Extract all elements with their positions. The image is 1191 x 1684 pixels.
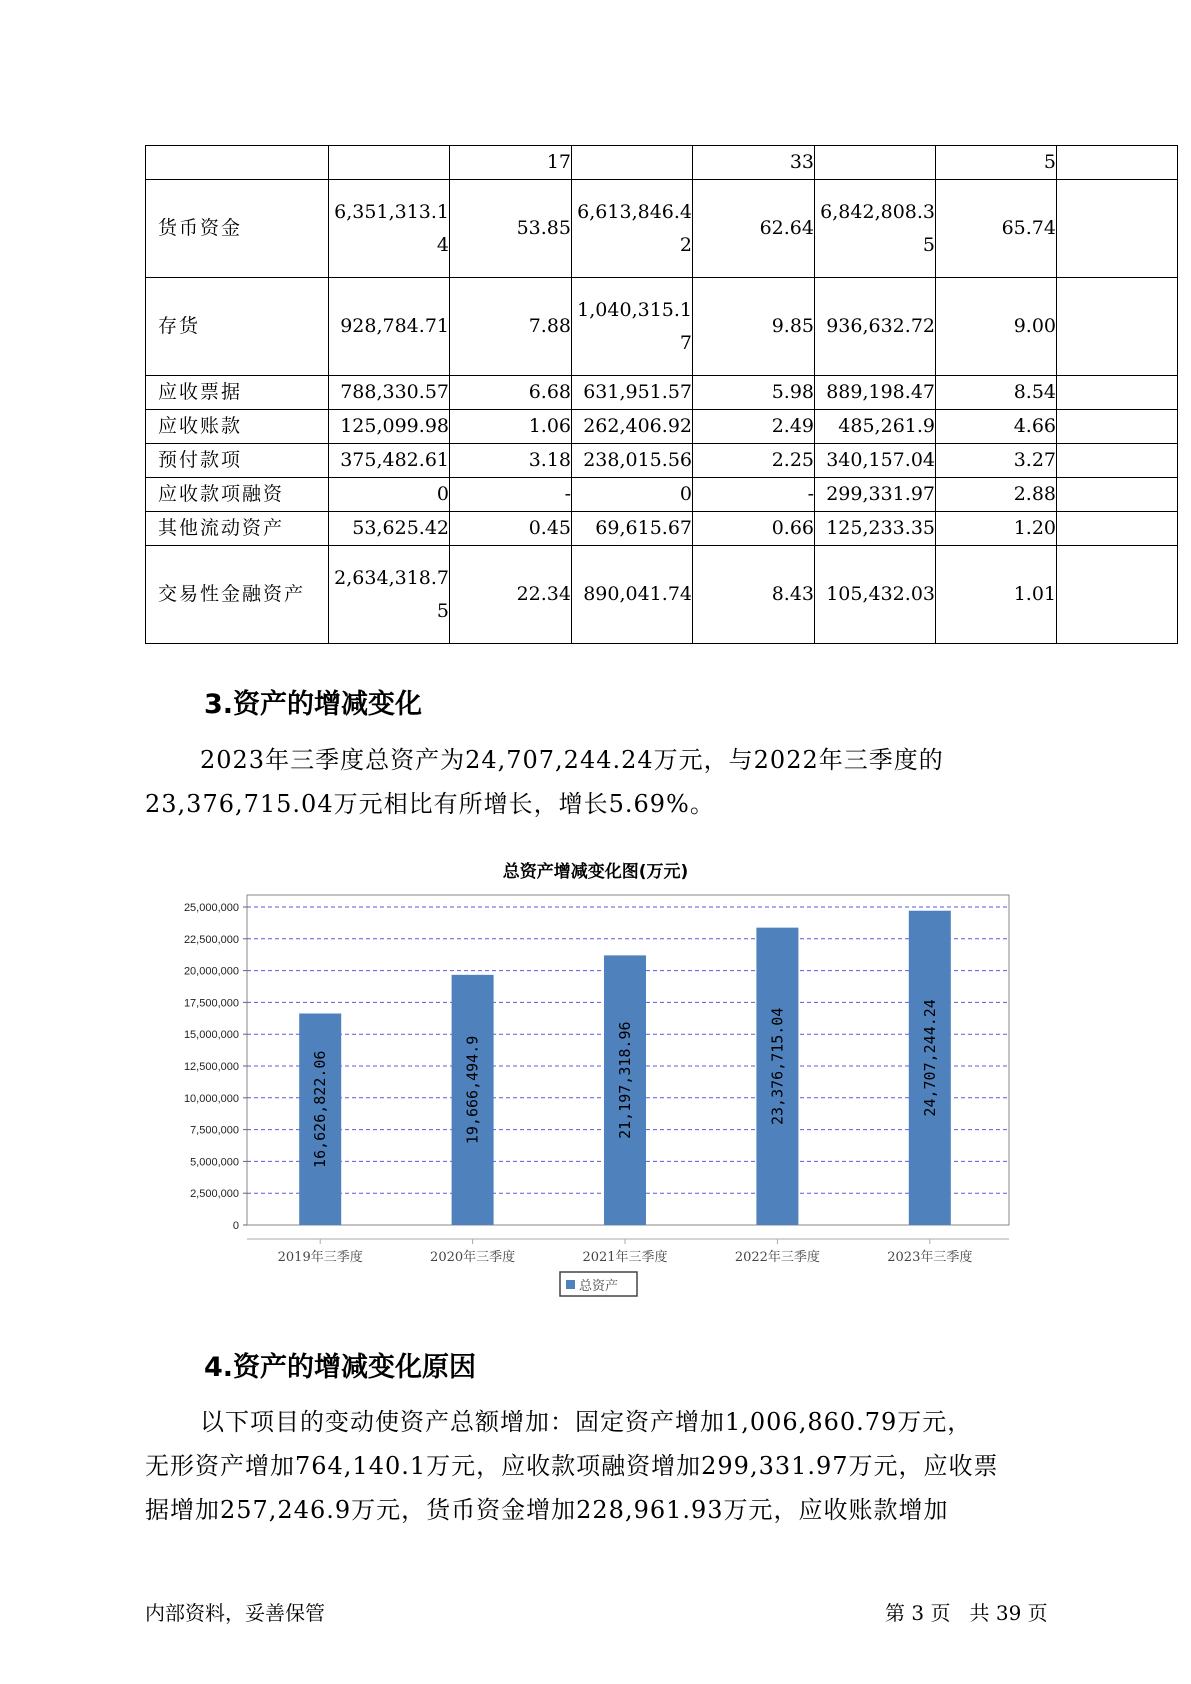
y-tick-label: 10,000,000 xyxy=(183,1092,239,1105)
cell-text-line: 62.64 xyxy=(759,217,814,239)
cell-text-line: 0 xyxy=(679,483,692,505)
cell-text-line: 4 xyxy=(436,233,449,256)
row-name-cell: 存货 xyxy=(146,278,329,376)
row-name-cell: 交易性金融资产 xyxy=(146,546,329,644)
cell-text-line: 65.74 xyxy=(1001,217,1056,239)
x-category-label: 2020年三季度 xyxy=(430,1250,516,1265)
cell-text-line: 2.88 xyxy=(1013,483,1056,505)
cell-text-line: 299,331.97 xyxy=(826,483,935,505)
cell-text-line: 17 xyxy=(546,151,571,173)
bar-value-label: 23,376,715.04 xyxy=(768,1007,787,1126)
cell-text-line: 3.27 xyxy=(1013,449,1056,471)
cell-text-line: 9.00 xyxy=(1013,315,1056,337)
paragraph-line: 23,376,715.04万元相比有所增长，增长5.69%。 xyxy=(145,790,715,818)
cell-text-line: 5 xyxy=(436,599,449,622)
y-tick-label: 25,000,000 xyxy=(183,902,239,914)
cell-text-line: 5 xyxy=(922,233,935,256)
y-tick-label: 2,500,000 xyxy=(190,1188,239,1201)
cell-text-line: 788,330.57 xyxy=(340,381,449,403)
paragraph-line: 无形资产增加764,140.1万元，应收款项融资增加299,331.97万元，应收票 xyxy=(145,1452,999,1480)
cell-text-line: 375,482.61 xyxy=(340,449,449,471)
row-name-cell: 预付款项 xyxy=(146,444,329,478)
cell-text-line: 53,625.42 xyxy=(352,517,449,539)
legend-label: 总资产 xyxy=(579,1279,619,1294)
cell-text-line: 889,198.47 xyxy=(826,381,935,403)
row-name-cell: 应收款项融资 xyxy=(146,478,329,512)
cell-text-line: 2,634,318.7 xyxy=(334,566,449,589)
page-number: 第 3 页 共 39 页 xyxy=(885,1601,1048,1625)
cell-text-line: 53.85 xyxy=(516,217,571,239)
row-name-cell: 应收账款 xyxy=(146,410,329,444)
cell-text-line: 0.45 xyxy=(528,517,571,539)
legend-swatch xyxy=(566,1280,575,1289)
bar-value-label: 21,197,318.96 xyxy=(616,1021,634,1139)
paragraph-line: 以下项目的变动使资产总额增加：固定资产增加1,006,860.79万元， xyxy=(200,1408,973,1436)
cell-text-line: 1,040,315.1 xyxy=(577,298,692,321)
row-name-cell: 其他流动资产 xyxy=(146,512,329,546)
cell-text-line: 6.68 xyxy=(528,381,571,403)
x-category-label: 2019年三季度 xyxy=(277,1250,363,1265)
footer-confidential: 内部资料，妥善保管 xyxy=(145,1601,325,1625)
cell-text-line: 6,351,313.1 xyxy=(334,200,449,223)
section-heading-3: 3.资产的增减变化 xyxy=(204,689,423,720)
cell-text-line: 1.01 xyxy=(1013,583,1056,605)
cell-text-line: 0 xyxy=(436,483,449,505)
cell-text-line: 5 xyxy=(1043,151,1056,173)
cell-text-line: 936,632.72 xyxy=(826,315,935,337)
cell-text-line: 7 xyxy=(679,331,692,354)
cell-text-line: 125,099.98 xyxy=(340,415,449,437)
cell-text-line: 238,015.56 xyxy=(583,449,692,471)
cell-text-line: 105,432.03 xyxy=(826,583,935,605)
cell-text-line: 928,784.71 xyxy=(340,315,449,337)
bar-value-label: 16,626,822.06 xyxy=(311,1050,330,1168)
cell-text-line: 22.34 xyxy=(516,583,571,605)
cell-text-line: 2.49 xyxy=(771,415,814,437)
y-tick-label: 5,000,000 xyxy=(190,1156,239,1169)
x-category-label: 2022年三季度 xyxy=(734,1250,820,1265)
cell-text-line: 890,041.74 xyxy=(583,583,692,605)
cell-text-line: 262,406.92 xyxy=(583,415,692,437)
cell-text-line: 485,261.9 xyxy=(838,415,935,437)
cell-text-line: 3.18 xyxy=(528,449,571,471)
y-tick-label: 7,500,000 xyxy=(190,1124,239,1137)
cell-text-line: - xyxy=(807,483,814,505)
cell-text-line: 0.66 xyxy=(771,517,814,539)
cell-text-line: 1.06 xyxy=(528,415,571,437)
cell-text-line: 1.20 xyxy=(1013,517,1056,539)
chart-title: 总资产增减变化图(万元) xyxy=(502,862,689,882)
cell-text-line: - xyxy=(564,483,571,505)
cell-text-line: 9.85 xyxy=(771,315,814,337)
cell-text-line: 6,842,808.3 xyxy=(820,200,935,223)
y-tick-label: 12,500,000 xyxy=(183,1061,239,1073)
cell-text-line: 2 xyxy=(679,233,692,256)
cell-text-line: 33 xyxy=(789,151,814,173)
y-tick-label: 17,500,000 xyxy=(183,997,239,1010)
cell-text-line: 6,613,846.4 xyxy=(577,200,692,223)
bar-value-label: 24,707,244.24 xyxy=(920,999,939,1117)
cell-text-line: 5.98 xyxy=(771,381,814,403)
cell-text-line: 125,233.35 xyxy=(826,517,935,539)
cell-text-line: 631,951.57 xyxy=(583,381,692,403)
y-tick-label: 20,000,000 xyxy=(183,965,239,978)
row-name-cell: 货币资金 xyxy=(146,180,329,278)
cell-text-line: 7.88 xyxy=(528,315,571,337)
x-category-label: 2021年三季度 xyxy=(582,1250,668,1265)
row-name-cell: 应收票据 xyxy=(146,376,329,410)
cell-text-line: 4.66 xyxy=(1013,415,1056,437)
cell-text-line: 340,157.04 xyxy=(826,449,935,471)
cell-text-line: 2.25 xyxy=(771,449,814,471)
x-category-label: 2023年三季度 xyxy=(887,1250,973,1265)
cell-text-line: 8.43 xyxy=(771,583,814,605)
y-tick-label: 22,500,000 xyxy=(183,933,239,946)
paragraph-line: 2023年三季度总资产为24,707,244.24万元，与2022年三季度的 xyxy=(200,746,944,774)
cell-text-line: 69,615.67 xyxy=(595,517,692,539)
paragraph-line: 据增加257,246.9万元，货币资金增加228,961.93万元，应收账款增加 xyxy=(145,1496,949,1524)
y-tick-label: 0 xyxy=(232,1220,239,1232)
y-tick-label: 15,000,000 xyxy=(183,1029,239,1042)
cell-text-line: 8.54 xyxy=(1013,381,1056,403)
section-heading-4: 4.资产的增减变化原因 xyxy=(204,1352,477,1383)
bar-value-label: 19,666,494.9 xyxy=(463,1035,482,1145)
